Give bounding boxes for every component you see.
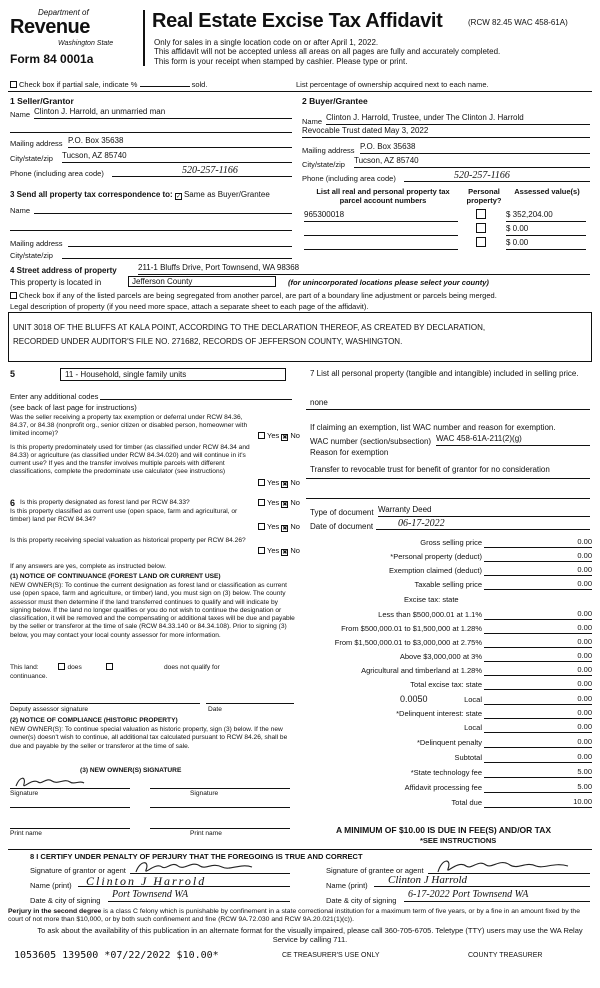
tax-value[interactable]: 0.00 (484, 623, 592, 634)
buyer-city-label: City/state/zip (302, 160, 345, 169)
grantee-name-field[interactable]: Clinton J Harrold (374, 874, 590, 887)
corr-name-line-2[interactable] (10, 222, 292, 231)
q1-yes-checkbox[interactable] (258, 432, 265, 439)
local-tax-row (300, 694, 592, 707)
tax-tier-row (300, 637, 592, 650)
grantee-date-field[interactable]: 6-17-2022 Port Townsend WA (404, 889, 590, 902)
tax-row-2 (300, 737, 592, 750)
tax-label: *Delinquent interest: state (396, 709, 482, 718)
header-divider (143, 10, 145, 66)
tax-value[interactable]: 5.00 (484, 782, 592, 793)
segregated-checkbox[interactable] (10, 292, 17, 299)
s6q2-yes-label: Yes (267, 522, 280, 531)
header-note-1: Only for sales in a single location code on or after April 1, 2022. (154, 38, 379, 47)
this-land-label: This land: (10, 664, 39, 671)
certify-heading: 8 I CERTIFY UNDER PENALTY OF PERJURY THAT THE FOREGOING IS TRUE AND CORRECT (30, 852, 363, 861)
deputy-signature-field[interactable] (10, 695, 200, 704)
partial-sale-sold: sold. (191, 80, 208, 89)
correspondence-heading: 3 Send all property tax correspondence to: (10, 190, 173, 199)
legal-label: Legal description of property (if you need more space, attach a separate sheet to each page of the affidavit). (10, 302, 369, 311)
header-note-2: This affidavit will not be accepted unless all areas on all pages are fully and accurately completed. (154, 47, 501, 56)
s6q1-no-label: No (290, 498, 300, 507)
section5-q1: Was the seller receiving a property tax exemption or deferral under RCW 84.36, 84.37, or 84.38 (nonprofit org., senior citizen or disabled person, homeowner with limited income)? (10, 414, 248, 437)
notice2-body: NEW OWNER(S): To continue special valuation as historic property, sign (3) below. If the new owner(s) doesn't wish to continue, all additional tax calculated pursuant to RCW 84.26, shall be due and payable by the seller or transferor at the time of sale. (10, 726, 288, 750)
see-instructions: *SEE INSTRUCTIONS (420, 836, 497, 845)
buyer-name-field[interactable]: Clinton J. Harrold, Trustee, under The Clinton J. Harrold (326, 113, 590, 125)
land-use-select[interactable]: 11 - Household, single family units (60, 368, 286, 381)
additional-codes-label: Enter any additional codes (10, 392, 99, 401)
section5-q2: Is this property predominately used for timber (as classified under RCW 84.34 and 84.33) or agriculture (as classified under RCW 84.34.020) and will continue in it's current use? If yes and the transfer involves multiple parcels with different classifications, complete the predominate use calculator (see instructions) (10, 444, 250, 475)
logo-revenue: Revenue (10, 16, 90, 38)
print-name-label-1: Print name (10, 830, 42, 837)
seller-name-field[interactable]: Clinton J. Harrold, an unmarried man (34, 107, 292, 119)
tax-label: *Personal property (deduct) (390, 552, 482, 561)
section6-q3: Is this property receiving special valuation as historical property per RCW 84.26? (10, 537, 246, 544)
seller-city-label: City/state/zip (10, 154, 53, 163)
tax-label: Local (464, 723, 482, 732)
grantee-name-label: Name (print) (326, 881, 368, 890)
assessed-value-2[interactable]: $ 0.00 (506, 224, 586, 236)
buyer-heading: 2 Buyer/Grantee (302, 96, 368, 106)
notice1-title: (1) NOTICE OF CONTINUANCE (FOREST LAND OR CURRENT USE) (10, 573, 221, 580)
new-owner-signature-2[interactable] (150, 774, 290, 789)
tax-row-2 (300, 708, 592, 721)
tax-label: From $500,000.01 to $1,500,000 at 1.28% (341, 624, 482, 633)
section5-q1-answer (258, 431, 300, 441)
notice2-title: (2) NOTICE OF COMPLIANCE (HISTORIC PROPERTY) (10, 717, 178, 724)
local-value[interactable]: 0.00 (484, 694, 592, 705)
personal-header: Personal property? (466, 187, 502, 205)
tax-value[interactable]: 0.00 (484, 637, 592, 648)
assessed-value-3[interactable]: $ 0.00 (506, 238, 586, 250)
does-label: does (67, 664, 82, 671)
logo-dept: Department of (38, 8, 89, 17)
grantor-date-field[interactable]: Port Townsend WA (108, 889, 290, 902)
legal-line-2: RECORDED UNDER AUDITOR'S FILE NO. 271682, RECORDS OF JEFFERSON COUNTY, WASHINGTON. (13, 337, 403, 346)
tax-tier-row (300, 679, 592, 692)
tax-label: Taxable selling price (414, 580, 482, 589)
wac-label: WAC number (section/subsection) (310, 437, 432, 446)
county-select[interactable]: Jefferson County (128, 276, 276, 287)
perjury-body: is a class C felony which is punishable by confinement in a state correctional institution for a maximum term of five years, or by a fine in an amount fixed by the court of not more than $10,000, or by both such confinement and fine (RCW 9A.72.030 and RCW 9A.20.021(1)(c)). (8, 908, 580, 923)
tax-value[interactable]: 0.00 (484, 708, 592, 719)
segregated-label: Check box if any of the listed parcels are being segregated from another parcel, are part of a boundary line adjustment or parcels being merged. (19, 291, 497, 300)
tax-value[interactable]: 0.00 (484, 609, 592, 620)
new-owner-sig-title: (3) NEW OWNER(S) SIGNATURE (80, 767, 182, 774)
tax-value[interactable]: 0.00 (484, 665, 592, 676)
tax-row-2 (300, 722, 592, 735)
parcel-header: List all real and personal property tax parcel account numbers (316, 187, 450, 205)
tax-label: Less than $500,000.01 at 1.1% (378, 610, 482, 619)
tax-row (300, 579, 592, 592)
tax-row-2 (300, 767, 592, 780)
tax-label: Gross selling price (420, 538, 482, 547)
tax-value[interactable]: 0.00 (484, 679, 592, 690)
tax-value[interactable]: 0.00 (484, 537, 592, 548)
q1-yes-label: Yes (267, 431, 280, 440)
reason-label: Reason for exemption (310, 448, 389, 457)
buyer-phone-field[interactable]: 520-257-1166 (404, 170, 590, 182)
tax-label: Total excise tax: state (410, 680, 482, 689)
corr-name-field[interactable] (34, 204, 292, 214)
signature-label-1: Signature (10, 790, 39, 797)
seller-mailing-field[interactable]: P.O. Box 35638 (68, 136, 292, 148)
seller-city-field[interactable]: Tucson, AZ 85740 (62, 151, 292, 163)
tax-label: Affidavit processing fee (404, 783, 482, 792)
tax-value[interactable]: 0.00 (484, 579, 592, 590)
signature-label-2: Signature (190, 790, 219, 797)
buyer-phone-label: Phone (including area code) (302, 174, 396, 183)
partial-sale-row (10, 79, 300, 89)
date-label: Date of document (310, 522, 374, 531)
q2-yes-checkbox[interactable] (258, 479, 265, 486)
buyer-mailing-label: Mailing address (302, 146, 355, 155)
print-name-field-2[interactable] (150, 799, 290, 808)
s6q1-no-checkbox[interactable]: ✖ (282, 502, 288, 508)
county-treasurer-label: COUNTY TREASURER (468, 952, 543, 959)
local-rate: 0.0050 (400, 694, 428, 704)
same-as-buyer-label: Same as Buyer/Grantee (183, 190, 270, 199)
tax-value[interactable]: 10.00 (484, 797, 592, 808)
section6-q1-answer (258, 498, 300, 508)
tax-value[interactable]: 0.00 (484, 737, 592, 748)
tax-label: Agricultural and timberland at 1.28% (361, 666, 482, 675)
reason-line (306, 477, 590, 479)
section7-heading: 7 List all personal property (tangible and intangible) included in selling price. (310, 369, 579, 378)
deputy-label: Deputy assessor signature (10, 706, 89, 713)
corr-name-label: Name (10, 206, 31, 215)
tax-label: Above $3,000,000 at 3% (399, 652, 482, 661)
alt-format-text: To ask about the availability of this publication in an alternate format for the visually impaired, please call 360-705-6705. Teletype (TTY) users may use the WA Relay Service by calling 711. (37, 926, 583, 944)
tax-label: Total due (451, 798, 482, 807)
located-label: This property is located in (10, 278, 102, 287)
s6q3-yes-label: Yes (267, 546, 280, 555)
seller-name-label: Name (10, 110, 31, 119)
reason-line-2 (306, 497, 590, 499)
tax-value[interactable]: 5.00 (484, 767, 592, 778)
signature-scribble (10, 774, 90, 790)
street-label: 4 Street address of property (10, 266, 117, 275)
type-label: Type of document (310, 508, 374, 517)
perjury-text (8, 908, 592, 924)
new-owner-signature-1[interactable] (10, 774, 130, 789)
s6q2-no-label: No (290, 522, 300, 531)
q2-no-label: No (290, 478, 300, 487)
deputy-date-label: Date (208, 706, 222, 713)
tax-row (300, 537, 592, 550)
s6q1-yes-label: Yes (267, 498, 280, 507)
tax-label: Subtotal (454, 753, 482, 762)
grantor-name-label: Name (print) (30, 881, 72, 890)
reason-field[interactable]: Transfer to revocable trust for benefit of grantor for no consideration (310, 465, 550, 474)
corr-mailing-label: Mailing address (10, 239, 63, 248)
tax-value[interactable]: 0.00 (484, 722, 592, 733)
perjury-bold: Perjury in the second degree (8, 908, 102, 915)
divider (8, 849, 592, 850)
seller-heading: 1 Seller/Grantor (10, 96, 74, 106)
q2-no-checkbox[interactable]: ✖ (282, 482, 288, 488)
tax-tier-row (300, 651, 592, 664)
tax-row-2 (300, 752, 592, 765)
parcel-number-2[interactable] (304, 224, 458, 236)
section5-q2-answer (258, 478, 300, 488)
divider (8, 91, 592, 92)
tax-label: *Delinquent penalty (416, 738, 482, 747)
notice1-body: NEW OWNER(S): To continue the current designation as forest land or classification as current use (open space, farm and agriculture, or timber) land, you must sign on (3) below. The county assessor must then determine if the land transferred continues to qualify and will indicate by signing below. If the land no longer qualifies or you do not wish to continue the designation or classification, it will be removed and the compensating or additional taxes will be due and payable by the seller or transferor at the time of sale (RCW 84.33.140 or 84.34.108). Prior to signing (3) below, you may contact your local county assessor for more information. (10, 582, 295, 639)
grantee-signature[interactable] (428, 856, 590, 874)
form-number: Form 84 0001a (10, 52, 94, 66)
wac-field[interactable]: WAC 458-61A-211(2)(g) (436, 434, 590, 446)
tax-row (300, 551, 592, 564)
s6q3-yes-checkbox[interactable] (258, 547, 265, 554)
tax-tier-row (300, 623, 592, 636)
seller-name-line-2[interactable] (10, 124, 292, 133)
tax-label: Exemption claimed (deduct) (389, 566, 482, 575)
logo-state: Washington State (58, 40, 114, 47)
tax-value[interactable]: 0.00 (484, 551, 592, 562)
personal-property-line (306, 408, 590, 410)
tax-row (300, 565, 592, 578)
grantor-sig-label: Signature of grantor or agent (30, 866, 126, 875)
print-name-line-1[interactable] (10, 822, 130, 829)
treasurer-use-label: CE TREASURER'S USE ONLY (282, 952, 380, 959)
deputy-date-field[interactable] (206, 695, 294, 704)
partial-sale-checkbox[interactable] (10, 81, 17, 88)
treasurer-stamp: 1053605 139500 *07/22/2022 $10.00* (14, 950, 219, 961)
section5-num: 5 (10, 369, 16, 379)
assessed-value-1[interactable]: $ 352,204.00 (506, 210, 586, 222)
q1-no-checkbox[interactable]: ✖ (282, 435, 288, 441)
tax-value[interactable]: 0.00 (484, 565, 592, 576)
grantee-date-label: Date & city of signing (326, 896, 397, 905)
section6-num: 6 (10, 498, 16, 508)
exemption-note: If claiming an exemption, list WAC number and reason for exemption. (310, 423, 556, 432)
see-back-label: (see back of last page for instructions) (10, 403, 137, 412)
tax-row-2 (300, 797, 592, 810)
seller-mailing-label: Mailing address (10, 139, 63, 148)
s6q2-no-checkbox[interactable]: ✖ (282, 526, 288, 532)
additional-codes-field[interactable] (100, 390, 292, 400)
street-field[interactable]: 211-1 Bluffs Drive, Port Townsend, WA 98368 (138, 263, 590, 275)
assessed-header: Assessed value(s) (514, 187, 580, 196)
header-note-3: This form is your receipt when stamped by cashier. Please type or print. (154, 57, 408, 66)
personal-property-checkbox-1[interactable] (476, 209, 486, 219)
personal-property-field[interactable]: none (310, 398, 328, 407)
tax-label: From $1,500,000.01 to $3,000,000 at 2.75% (334, 638, 482, 647)
legal-line-1: UNIT 3018 OF THE BLUFFS AT KALA POINT, ACCORDING TO THE DECLARATION THEREOF, AS CREATED BY DECLARATION, (13, 323, 486, 332)
grantor-date-label: Date & city of signing (30, 896, 101, 905)
seller-phone-field[interactable]: 520-257-1166 (112, 165, 292, 177)
legal-description-box[interactable] (8, 312, 592, 362)
form-citation: (RCW 82.45 WAC 458-61A) (468, 18, 568, 27)
minimum-due: A MINIMUM OF $10.00 IS DUE IN FEE(S) AND/OR TAX (336, 825, 552, 835)
parcel-number-1[interactable]: 965300018 (304, 210, 458, 222)
grantor-signature[interactable] (130, 858, 290, 874)
excise-state-label: Excise tax: state (404, 595, 459, 604)
s6q3-no-checkbox[interactable]: ✖ (282, 550, 288, 556)
buyer-mailing-field[interactable]: P.O. Box 35638 (360, 142, 590, 154)
buyer-city-field[interactable]: Tucson, AZ 85740 (354, 156, 590, 168)
corr-mailing-field[interactable] (68, 237, 292, 247)
partial-sale-percent[interactable] (140, 79, 190, 87)
tax-value[interactable]: 0.00 (484, 651, 592, 662)
tax-tier-row (300, 665, 592, 678)
personal-property-checkbox-2[interactable] (476, 223, 486, 233)
tax-value[interactable]: 0.00 (484, 752, 592, 763)
type-field[interactable]: Warranty Deed (378, 505, 590, 517)
grantee-sig-label: Signature of grantee or agent (326, 866, 424, 875)
date-field[interactable]: 06-17-2022 (376, 518, 590, 530)
s6q1-yes-checkbox[interactable] (258, 499, 265, 506)
correspondence-row (10, 190, 270, 200)
parcel-number-3[interactable] (304, 238, 458, 250)
ownership-note: List percentage of ownership acquired next to each name. (296, 80, 489, 89)
section6-q3-answer (258, 546, 300, 556)
does-not-label: does not qualify for continuance. (10, 664, 220, 680)
print-name-field-1[interactable] (10, 799, 130, 808)
s6q3-no-label: No (290, 546, 300, 555)
section6-q2-answer (258, 522, 300, 532)
partial-sale-label: Check box if partial sale, indicate % (19, 80, 138, 89)
dor-logo (8, 8, 136, 66)
corr-city-field[interactable] (62, 249, 292, 259)
seller-phone-label: Phone (including area code) (10, 169, 104, 178)
print-name-label-2: Print name (190, 830, 222, 837)
grantee-signature-scribble (428, 856, 578, 876)
county-note: (for unincorporated locations please select your county) (288, 278, 489, 287)
local-label: Local (464, 695, 482, 704)
q1-no-label: No (290, 431, 300, 440)
form-title: Real Estate Excise Tax Affidavit (152, 10, 443, 32)
print-name-line-2[interactable] (150, 822, 290, 829)
if-yes-note: If any answers are yes, complete as instructed below. (10, 563, 167, 570)
same-as-buyer-checkbox[interactable]: ✓ (175, 194, 181, 200)
buyer-name-field-2[interactable]: Revocable Trust dated May 3, 2022 (302, 126, 590, 138)
tax-tier-row (300, 609, 592, 622)
tax-row-2 (300, 782, 592, 795)
section6-q2: Is this property classified as current use (open space, farm and agricultural, or timber) land per RCW 84.34? (10, 508, 238, 523)
segregated-row (10, 291, 497, 300)
s6q2-yes-checkbox[interactable] (258, 523, 265, 530)
section6-q1: Is this property designated as forest land per RCW 84.33? (20, 499, 190, 506)
corr-city-label: City/state/zip (10, 251, 53, 260)
tax-label: *State technology fee (410, 768, 482, 777)
q2-yes-label: Yes (267, 478, 280, 487)
personal-property-checkbox-3[interactable] (476, 237, 486, 247)
buyer-name-label: Name (302, 117, 323, 126)
grantor-name-field[interactable]: Clinton J Harrold (78, 874, 290, 887)
